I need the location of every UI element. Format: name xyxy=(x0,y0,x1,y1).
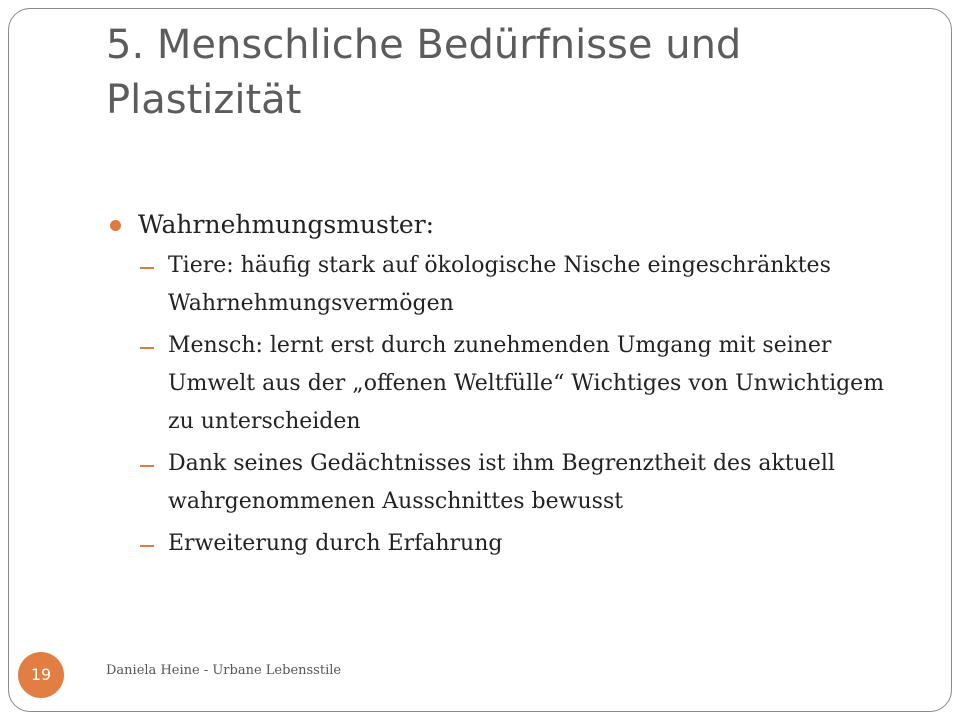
slide-title: 5. Menschliche Bedürfnisse und Plastizität xyxy=(106,22,742,123)
sub-bullet-item xyxy=(106,247,886,323)
sub-bullet-item xyxy=(106,445,886,521)
dash-icon xyxy=(140,347,154,349)
sub-bullet-text: Erweiterung durch Erfahrung xyxy=(168,531,503,556)
sub-bullet-item xyxy=(106,525,886,563)
slide-content xyxy=(106,205,886,567)
sub-bullet-text: Tiere: häufig stark auf ökologische Nische eingeschränktes Wahrnehmungsvermögen xyxy=(168,253,831,316)
bullet-item xyxy=(106,205,886,245)
bullet-dot-icon xyxy=(110,220,121,231)
footer-text: Daniela Heine - Urbane Lebensstile xyxy=(106,663,342,678)
sub-bullet-text: Mensch: lernt erst durch zunehmenden Umgang mit seiner Umwelt aus der „offenen Weltfülle“ Wichtiges von Unwichtigem zu unterscheiden xyxy=(168,333,885,434)
sub-bullet-text: Dank seines Gedächtnisses ist ihm Begrenztheit des aktuell wahrgenommenen Ausschnittes bewusst xyxy=(168,451,835,514)
sub-bullet-item xyxy=(106,327,886,441)
dash-icon xyxy=(140,545,154,547)
slide-number-badge: 19 xyxy=(18,652,64,698)
dash-icon xyxy=(140,267,154,269)
bullet-text: Wahrnehmungsmuster: xyxy=(138,210,435,239)
dash-icon xyxy=(140,465,154,467)
